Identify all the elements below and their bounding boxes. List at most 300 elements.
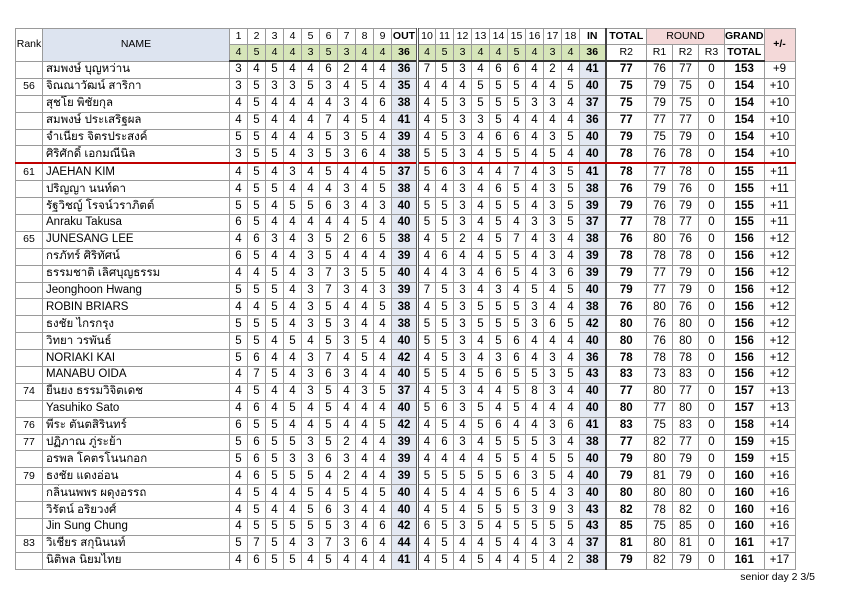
hole-score: 4	[338, 400, 356, 417]
hole-score: 5	[418, 468, 436, 485]
player-row	[16, 535, 796, 552]
hole-score: 4	[526, 333, 544, 350]
hole-score: 5	[320, 299, 338, 316]
hole-score: 4	[526, 163, 544, 180]
r3-col-header: R3	[699, 45, 725, 62]
rank-cell: 65	[16, 231, 43, 248]
hole-score: 5	[320, 519, 338, 536]
hole-score: 5	[490, 146, 508, 163]
hole-score: 4	[230, 95, 248, 112]
to-par: +16	[764, 468, 795, 485]
hole-score: 3	[230, 146, 248, 163]
diff-header: +/-	[764, 29, 795, 62]
out-score: 39	[392, 282, 418, 299]
hole-score: 4	[562, 61, 580, 78]
r1-score: 76	[647, 198, 673, 215]
hole-score: 4	[562, 248, 580, 265]
grand-total: 154	[725, 112, 765, 129]
r2-score: 79	[673, 129, 699, 146]
hole-score: 4	[526, 451, 544, 468]
hole-score: 3	[338, 316, 356, 333]
hole-number: 16	[526, 29, 544, 45]
out-score: 37	[392, 383, 418, 400]
hole-score: 4	[266, 198, 284, 215]
to-par: +15	[764, 434, 795, 451]
player-row	[16, 519, 796, 536]
par-value: 3	[302, 45, 320, 62]
hole-score: 5	[490, 485, 508, 502]
player-name: Jeonghoon Hwang	[43, 282, 230, 299]
hole-score: 2	[338, 231, 356, 248]
r3-score: 0	[699, 485, 725, 502]
hole-score: 4	[526, 231, 544, 248]
hole-score: 4	[490, 400, 508, 417]
hole-score: 4	[266, 485, 284, 502]
hole-score: 5	[248, 146, 266, 163]
hole-score: 5	[436, 198, 454, 215]
r1-score: 77	[647, 112, 673, 129]
par-value: 4	[230, 45, 248, 62]
r2-score: 79	[673, 282, 699, 299]
hole-score: 4	[230, 265, 248, 282]
in-score: 40	[580, 468, 606, 485]
hole-score: 5	[508, 434, 526, 451]
r2-score: 76	[673, 231, 699, 248]
r3-score: 0	[699, 400, 725, 417]
hole-score: 4	[374, 552, 392, 569]
hole-score: 5	[562, 451, 580, 468]
hole-score: 5	[562, 129, 580, 146]
r2-score: 75	[673, 95, 699, 112]
player-row	[16, 552, 796, 569]
grand-total: 160	[725, 468, 765, 485]
player-name: JUNESANG LEE	[43, 231, 230, 248]
r1-score: 75	[647, 519, 673, 536]
hole-score: 3	[490, 350, 508, 367]
hole-score: 3	[338, 333, 356, 350]
grand-total: 155	[725, 181, 765, 198]
par-value: 4	[418, 45, 436, 62]
in-score: 41	[580, 163, 606, 180]
in-score: 40	[580, 146, 606, 163]
player-name: สมพงษ์ บุญหว่าน	[43, 61, 230, 78]
hole-score: 4	[284, 350, 302, 367]
hole-score: 4	[230, 552, 248, 569]
player-name: จิณณาวัฒน์ สาริกา	[43, 78, 230, 95]
hole-score: 4	[562, 112, 580, 129]
hole-score: 6	[248, 350, 266, 367]
r3-score: 0	[699, 417, 725, 434]
player-row	[16, 383, 796, 400]
hole-score: 5	[266, 282, 284, 299]
rank-cell: 77	[16, 434, 43, 451]
hole-score: 3	[320, 78, 338, 95]
hole-score: 4	[562, 535, 580, 552]
hole-score: 5	[526, 485, 544, 502]
hole-score: 5	[356, 129, 374, 146]
hole-score: 4	[472, 231, 490, 248]
grand-total: 154	[725, 78, 765, 95]
hole-score: 4	[284, 61, 302, 78]
hole-score: 4	[418, 535, 436, 552]
r1-score: 77	[647, 282, 673, 299]
hole-score: 4	[544, 552, 562, 569]
hole-score: 4	[454, 451, 472, 468]
hole-score: 4	[302, 112, 320, 129]
hole-score: 4	[230, 383, 248, 400]
hole-score: 5	[418, 367, 436, 384]
hole-score: 4	[356, 468, 374, 485]
r1-score: 73	[647, 367, 673, 384]
r1-score: 77	[647, 400, 673, 417]
r1-score: 79	[647, 95, 673, 112]
r2-score: 77	[673, 61, 699, 78]
hole-score: 2	[544, 61, 562, 78]
grand-total: 155	[725, 163, 765, 180]
leaderboard-table	[15, 28, 796, 570]
rank-cell	[16, 61, 43, 78]
hole-score: 5	[436, 95, 454, 112]
hole-score: 3	[454, 146, 472, 163]
hole-score: 4	[338, 383, 356, 400]
hole-score: 6	[544, 316, 562, 333]
hole-score: 4	[356, 163, 374, 180]
r3-score: 0	[699, 383, 725, 400]
hole-score: 6	[248, 552, 266, 569]
hole-score: 4	[472, 451, 490, 468]
hole-score: 3	[302, 383, 320, 400]
hole-score: 4	[356, 400, 374, 417]
hole-score: 4	[472, 215, 490, 232]
hole-score: 5	[302, 502, 320, 519]
hole-score: 5	[436, 215, 454, 232]
to-par: +12	[764, 248, 795, 265]
round-total: 80	[606, 316, 647, 333]
hole-score: 5	[284, 519, 302, 536]
hole-score: 4	[356, 367, 374, 384]
r2-score: 79	[673, 468, 699, 485]
hole-score: 5	[508, 78, 526, 95]
r2-col-header: R2	[673, 45, 699, 62]
hole-score: 5	[248, 129, 266, 146]
hole-score: 5	[266, 468, 284, 485]
player-name: ยืนยง ธรรมวิจิตเดช	[43, 383, 230, 400]
hole-score: 5	[230, 333, 248, 350]
hole-score: 4	[302, 400, 320, 417]
hole-score: 3	[544, 215, 562, 232]
out-score: 42	[392, 417, 418, 434]
player-row	[16, 146, 796, 163]
hole-score: 5	[454, 468, 472, 485]
to-par: +9	[764, 61, 795, 78]
hole-score: 6	[248, 231, 266, 248]
par-value: 3	[454, 45, 472, 62]
r2-score: 85	[673, 519, 699, 536]
r2-header: R2	[606, 45, 647, 62]
hole-score: 4	[356, 451, 374, 468]
hole-score: 6	[436, 434, 454, 451]
hole-score: 3	[526, 95, 544, 112]
rank-cell	[16, 181, 43, 198]
hole-score: 5	[508, 248, 526, 265]
player-row	[16, 485, 796, 502]
hole-score: 4	[302, 129, 320, 146]
hole-score: 4	[374, 146, 392, 163]
player-name: จำเนียร จิตรประสงค์	[43, 129, 230, 146]
hole-score: 5	[490, 333, 508, 350]
hole-score: 5	[490, 231, 508, 248]
hole-score: 5	[436, 383, 454, 400]
hole-score: 6	[418, 519, 436, 536]
in-score: 37	[580, 95, 606, 112]
out-score: 39	[392, 468, 418, 485]
hole-score: 4	[526, 198, 544, 215]
hole-score: 4	[284, 112, 302, 129]
hole-score: 4	[284, 282, 302, 299]
header-row-holes	[16, 29, 796, 45]
hole-score: 3	[544, 129, 562, 146]
hole-score: 3	[544, 95, 562, 112]
hole-number: 12	[454, 29, 472, 45]
hole-score: 3	[338, 198, 356, 215]
hole-score: 4	[544, 112, 562, 129]
hole-score: 5	[472, 552, 490, 569]
hole-score: 5	[508, 400, 526, 417]
hole-score: 5	[302, 485, 320, 502]
hole-score: 5	[490, 434, 508, 451]
hole-score: 5	[418, 333, 436, 350]
out-score: 36	[392, 61, 418, 78]
rank-cell	[16, 350, 43, 367]
r1-score: 78	[647, 350, 673, 367]
hole-score: 5	[490, 451, 508, 468]
in-score: 37	[580, 535, 606, 552]
hole-score: 4	[302, 552, 320, 569]
round-total: 76	[606, 181, 647, 198]
hole-score: 7	[320, 350, 338, 367]
hole-score: 5	[544, 519, 562, 536]
hole-score: 4	[526, 78, 544, 95]
hole-score: 4	[266, 350, 284, 367]
hole-score: 4	[230, 519, 248, 536]
hole-score: 7	[320, 265, 338, 282]
r2-score: 78	[673, 248, 699, 265]
out-score: 42	[392, 519, 418, 536]
round-total: 79	[606, 198, 647, 215]
r2-score: 79	[673, 265, 699, 282]
hole-score: 5	[418, 163, 436, 180]
in-header: IN	[580, 29, 606, 45]
hole-score: 5	[436, 129, 454, 146]
hole-score: 5	[374, 265, 392, 282]
rank-cell	[16, 502, 43, 519]
hole-score: 5	[248, 282, 266, 299]
hole-score: 4	[338, 552, 356, 569]
hole-score: 3	[302, 350, 320, 367]
hole-score: 4	[418, 248, 436, 265]
hole-score: 5	[436, 333, 454, 350]
hole-score: 4	[562, 333, 580, 350]
hole-score: 7	[418, 61, 436, 78]
r2-score: 78	[673, 163, 699, 180]
player-row	[16, 451, 796, 468]
round-total: 78	[606, 248, 647, 265]
hole-score: 3	[338, 519, 356, 536]
hole-score: 4	[418, 299, 436, 316]
hole-score: 6	[320, 367, 338, 384]
out-score: 39	[392, 451, 418, 468]
round-total: 79	[606, 265, 647, 282]
hole-score: 3	[544, 248, 562, 265]
in-score: 40	[580, 485, 606, 502]
player-name: วิรัตน์ อริยวงศ์	[43, 502, 230, 519]
to-par: +17	[764, 552, 795, 569]
hole-score: 4	[248, 299, 266, 316]
hole-score: 5	[320, 231, 338, 248]
hole-score: 5	[526, 282, 544, 299]
hole-score: 3	[230, 78, 248, 95]
hole-score: 5	[230, 198, 248, 215]
hole-score: 4	[472, 198, 490, 215]
hole-score: 3	[338, 502, 356, 519]
grand-total: 157	[725, 383, 765, 400]
grand-total: 156	[725, 350, 765, 367]
hole-score: 3	[454, 265, 472, 282]
r3-score: 0	[699, 248, 725, 265]
hole-score: 4	[418, 485, 436, 502]
hole-score: 4	[454, 248, 472, 265]
round-total: 85	[606, 519, 647, 536]
hole-score: 4	[374, 316, 392, 333]
player-name: ปฏิภาณ ภู่ระย้า	[43, 434, 230, 451]
rank-cell	[16, 299, 43, 316]
grand-total: 156	[725, 248, 765, 265]
player-name: ศิริศักดิ์ เอกมณีนิล	[43, 146, 230, 163]
player-name: Yasuhiko Sato	[43, 400, 230, 417]
hole-score: 4	[472, 163, 490, 180]
hole-score: 4	[356, 485, 374, 502]
hole-score: 4	[284, 383, 302, 400]
r2-score: 77	[673, 215, 699, 232]
hole-score: 4	[418, 95, 436, 112]
round-header: ROUND	[647, 29, 725, 45]
hole-score: 5	[230, 282, 248, 299]
hole-score: 6	[320, 451, 338, 468]
hole-score: 4	[338, 78, 356, 95]
hole-score: 7	[320, 535, 338, 552]
hole-score: 5	[266, 434, 284, 451]
round-total: 80	[606, 485, 647, 502]
in-score: 40	[580, 78, 606, 95]
hole-score: 5	[436, 350, 454, 367]
round-total: 78	[606, 146, 647, 163]
r3-score: 0	[699, 282, 725, 299]
to-par: +10	[764, 146, 795, 163]
hole-score: 5	[508, 502, 526, 519]
r3-score: 0	[699, 198, 725, 215]
hole-number: 6	[320, 29, 338, 45]
hole-score: 4	[374, 400, 392, 417]
hole-score: 4	[248, 265, 266, 282]
hole-score: 4	[508, 552, 526, 569]
hole-score: 5	[490, 502, 508, 519]
hole-score: 5	[356, 333, 374, 350]
hole-score: 5	[436, 417, 454, 434]
in-score: 40	[580, 383, 606, 400]
hole-score: 5	[562, 198, 580, 215]
hole-score: 5	[230, 535, 248, 552]
player-name: สมพงษ์ ประเสริฐผล	[43, 112, 230, 129]
out-score: 42	[392, 350, 418, 367]
hole-score: 3	[338, 181, 356, 198]
hole-score: 5	[374, 181, 392, 198]
r3-score: 0	[699, 78, 725, 95]
r2-score: 79	[673, 552, 699, 569]
hole-score: 2	[454, 231, 472, 248]
hole-score: 5	[526, 519, 544, 536]
hole-score: 5	[266, 535, 284, 552]
rank-cell	[16, 129, 43, 146]
hole-score: 4	[284, 417, 302, 434]
hole-score: 4	[284, 129, 302, 146]
r3-score: 0	[699, 299, 725, 316]
hole-score: 5	[472, 400, 490, 417]
hole-score: 5	[302, 468, 320, 485]
hole-score: 5	[302, 519, 320, 536]
hole-score: 5	[490, 112, 508, 129]
hole-score: 3	[302, 316, 320, 333]
hole-score: 5	[418, 400, 436, 417]
rank-cell	[16, 367, 43, 384]
hole-score: 4	[526, 417, 544, 434]
hole-score: 5	[562, 367, 580, 384]
hole-score: 4	[490, 552, 508, 569]
hole-score: 6	[508, 333, 526, 350]
hole-score: 4	[284, 248, 302, 265]
r3-score: 0	[699, 434, 725, 451]
hole-score: 5	[508, 95, 526, 112]
round-total: 79	[606, 468, 647, 485]
hole-score: 5	[436, 535, 454, 552]
hole-score: 4	[562, 434, 580, 451]
hole-score: 5	[248, 316, 266, 333]
r2-score: 77	[673, 112, 699, 129]
rank-cell	[16, 316, 43, 333]
hole-number: 18	[562, 29, 580, 45]
hole-score: 4	[356, 434, 374, 451]
hole-number: 13	[472, 29, 490, 45]
hole-score: 6	[230, 215, 248, 232]
player-name: MANABU OIDA	[43, 367, 230, 384]
hole-score: 3	[454, 519, 472, 536]
hole-score: 3	[454, 299, 472, 316]
hole-score: 4	[284, 502, 302, 519]
out-score: 40	[392, 265, 418, 282]
to-par: +15	[764, 451, 795, 468]
hole-score: 3	[302, 248, 320, 265]
hole-number: 10	[418, 29, 436, 45]
hole-score: 4	[454, 502, 472, 519]
hole-score: 4	[284, 265, 302, 282]
hole-score: 4	[374, 502, 392, 519]
hole-score: 5	[230, 316, 248, 333]
hole-score: 4	[266, 248, 284, 265]
out-score: 41	[392, 112, 418, 129]
r3-score: 0	[699, 61, 725, 78]
r3-score: 0	[699, 552, 725, 569]
r3-score: 0	[699, 333, 725, 350]
hole-score: 4	[230, 485, 248, 502]
